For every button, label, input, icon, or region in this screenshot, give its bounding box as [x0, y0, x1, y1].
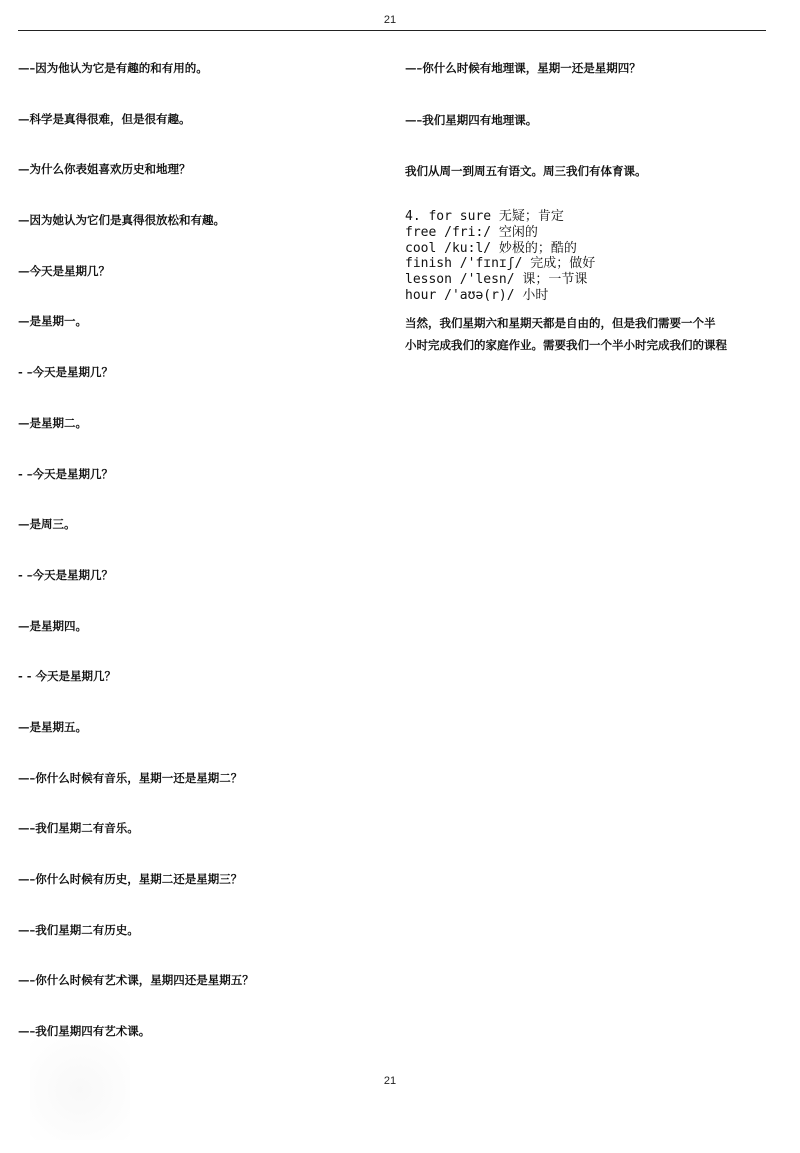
- vocab-term: hour /'aʊə(r)/: [405, 287, 523, 303]
- vocab-item: [405, 209, 595, 225]
- dialog-line: —为什么你表姐喜欢历史和地理？: [18, 162, 191, 177]
- vocab-meaning: 空闲的: [498, 224, 538, 240]
- dialog-line: 我们从周一到周五有语文。周三我们有体育课。: [405, 164, 647, 178]
- dialog-line: —–你什么时候有历史，星期二还是星期三？: [18, 872, 243, 886]
- vocab-term: 4. for sure: [405, 209, 499, 224]
- dialog-line: - –今天是星期几？: [18, 567, 114, 582]
- dialog-line: —因为她认为它们是真得很放松和有趣。: [18, 213, 225, 228]
- dialog-line: —–我们星期四有地理课。: [405, 113, 538, 127]
- paragraph-line: 小时完成我们的家庭作业。需要我们一个半小时完成我们的课程: [405, 338, 727, 352]
- dialog-line: —今天是星期几？: [18, 263, 110, 278]
- paragraph-line: 当然，我们星期六和星期天都是自由的，但是我们需要一个半: [405, 316, 716, 330]
- dialog-line: - –今天是星期几？: [18, 466, 114, 481]
- dialog-line: —–你什么时候有地理课，星期一还是星期四？: [405, 61, 641, 75]
- dialog-line: —–我们星期四有艺术课。: [18, 1024, 151, 1039]
- dialog-line: —是星期二。: [18, 415, 87, 430]
- vocab-meaning: 课；一节课: [522, 272, 588, 288]
- left-column-dialog: [18, 59, 388, 1073]
- summary-paragraph: [405, 312, 770, 356]
- page-number-top: 21: [383, 14, 397, 26]
- dialog-line: —–我们星期二有音乐。: [18, 821, 139, 836]
- dialog-line: —–你什么时候有艺术课，星期四还是星期五？: [18, 973, 254, 988]
- vocab-item: [405, 288, 595, 304]
- dialog-line: —科学是真得很难，但是很有趣。: [18, 111, 191, 126]
- scan-artifact: [30, 1040, 130, 1140]
- dialog-line: —是星期一。: [18, 314, 87, 329]
- dialog-line: —–我们星期二有历史。: [18, 922, 139, 937]
- dialog-line: —是星期五。: [18, 719, 87, 734]
- vocab-item: [405, 241, 595, 257]
- vocab-term: lesson /'lesn/: [405, 272, 523, 288]
- vocab-item: [405, 225, 595, 241]
- dialog-line: - –今天是星期几？: [18, 365, 114, 380]
- vocab-item: [405, 272, 595, 288]
- dialog-line: —是星期四。: [18, 618, 87, 633]
- vocab-meaning: 妙极的；酷的: [498, 240, 577, 256]
- vocab-term: finish /'fɪnɪʃ/: [405, 256, 531, 272]
- vocab-meaning: 无疑；肯定: [498, 209, 564, 224]
- vocab-term: cool /ku:l/: [405, 240, 499, 256]
- vocab-meaning: 完成；做好: [530, 256, 596, 272]
- dialog-line: - - 今天是星期几？: [18, 669, 117, 684]
- header-rule: [18, 30, 766, 31]
- vocabulary-list: [405, 209, 595, 304]
- vocab-item: [405, 256, 595, 272]
- vocab-meaning: 小时: [522, 287, 549, 303]
- dialog-line: —–你什么时候有音乐，星期一还是星期二？: [18, 770, 243, 785]
- dialog-line: —–因为他认为它是有趣的和有用的。: [18, 61, 208, 75]
- page-number-bottom: 21: [383, 1075, 397, 1087]
- dialog-line: —是周三。: [18, 517, 76, 532]
- vocab-term: free /fri:/: [405, 224, 499, 240]
